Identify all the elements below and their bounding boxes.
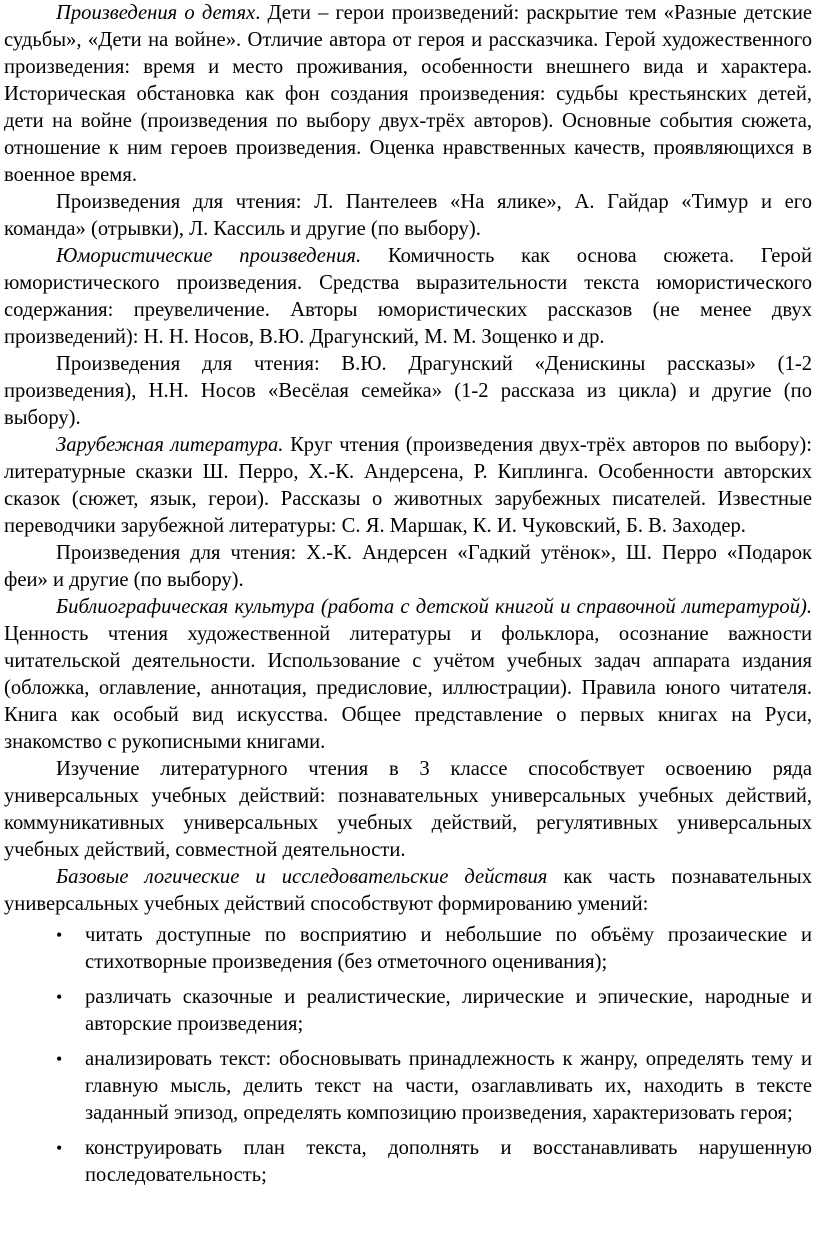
- list-item-text: конструировать план текста, дополнять и восстанавливать нарушенную последовательность;: [85, 1137, 812, 1186]
- paragraph-text: Произведения для чтения: Х.-К. Андерсен «Гадкий утёнок», Ш. Перро «Подарок феи» и другие (по выбору).: [4, 542, 812, 591]
- paragraph-text: Изучение литературного чтения в 3 классе способствует освоению ряда универсальных учебных действий: познавательных универсальных учебных действий, коммуникативных универсальных учебных действий, регулятивных универсальных учебных действий, совместной деятельности.: [4, 758, 812, 861]
- paragraph-lead: Библиографическая культура (работа с детской книгой и справочной литературой).: [56, 596, 812, 618]
- list-item: [4, 984, 812, 1038]
- paragraph-works-about-children: [4, 0, 812, 189]
- bullet-icon: •: [56, 1049, 63, 1069]
- list-item-text: различать сказочные и реалистические, лирические и эпические, народные и авторские произведения;: [85, 986, 812, 1035]
- paragraph-humorous-works: [4, 243, 812, 351]
- paragraph-lead: Базовые логические и исследовательские действия: [56, 866, 548, 888]
- paragraph-lead: Произведения о детях: [56, 2, 256, 24]
- bullet-icon: •: [56, 987, 63, 1007]
- list-item-text: читать доступные по восприятию и небольшие по объёму прозаические и стихотворные произведения (без отметочного оценивания);: [85, 924, 812, 973]
- paragraph-text: Комичность как основа сюжета. Герой юмористического произведения. Средства выразительности текста юмористического содержания: преувеличение. Авторы юмористических рассказов (не менее двух произведений): Н. Н. Носов, В.Ю. Драгунский, М. М. Зощенко и др.: [4, 245, 812, 348]
- paragraph-text: . Дети – герои произведений: раскрытие тем «Разные детские судьбы», «Дети на войне». Отличие автора от героя и рассказчика. Герой художественного произведения: время и место проживания, особенности внешнего вида и характера. Историческая обстановка как фон создания произведения: судьбы крестьянских детей, дети на войне (произведения по выбору двух-трёх авторов). Основные события сюжета, отношение к ним героев произведения. Оценка нравственных качеств, проявляющихся в военное время.: [4, 2, 812, 186]
- paragraph-lead: Юмористические произведения.: [56, 245, 362, 267]
- paragraph-text: Произведения для чтения: В.Ю. Драгунский «Денискины рассказы» (1-2 произведения), Н.Н. Носов «Весёлая семейка» (1-2 рассказа из цикла) и другие (по выбору).: [4, 353, 812, 429]
- skills-list: [4, 922, 812, 1189]
- paragraph-bibliographic-culture: [4, 594, 812, 756]
- paragraph-lead: Зарубежная литература.: [56, 434, 284, 456]
- bullet-icon: •: [56, 925, 63, 945]
- list-item: [4, 1135, 812, 1189]
- list-item: [4, 922, 812, 976]
- list-item: [4, 1046, 812, 1127]
- paragraph-logical-actions: [4, 864, 812, 918]
- bullet-icon: •: [56, 1138, 63, 1158]
- paragraph-text: Ценность чтения художественной литературы и фольклора, осознание важности читательской деятельности. Использование с учётом учебных задач аппарата издания (обложка, оглавление, аннотация, предисловие, иллюстрации). Правила юного читателя. Книга как особый вид искусства. Общее представление о первых книгах на Руси, знакомство с рукописными книгами.: [4, 623, 812, 753]
- paragraph-text: как часть познавательных универсальных учебных действий способствуют формированию умений:: [4, 866, 813, 915]
- paragraph-text: Круг чтения (произведения двух-трёх авторов по выбору): литературные сказки Ш. Перро, Х.-К. Андерсена, Р. Киплинга. Особенности авторских сказок (сюжет, язык, герои). Рассказы о животных зарубежных писателей. Известные переводчики зарубежной литературы: С. Я. Маршак, К. И. Чуковский, Б. В. Заходер.: [4, 434, 812, 537]
- paragraph-learning-actions: [4, 756, 812, 864]
- paragraph-foreign-literature: [4, 432, 812, 540]
- paragraph-reading-list-children: [4, 189, 812, 243]
- paragraph-text: Произведения для чтения: Л. Пантелеев «На ялике», А. Гайдар «Тимур и его команда» (отрывки), Л. Кассиль и другие (по выбору).: [4, 191, 812, 240]
- list-item-text: анализировать текст: обосновывать принадлежность к жанру, определять тему и главную мысль, делить текст на части, озаглавливать их, находить в тексте заданный эпизод, определять композицию произведения, характеризовать героя;: [85, 1048, 812, 1124]
- paragraph-reading-list-foreign: [4, 540, 812, 594]
- paragraph-reading-list-humor: [4, 351, 812, 432]
